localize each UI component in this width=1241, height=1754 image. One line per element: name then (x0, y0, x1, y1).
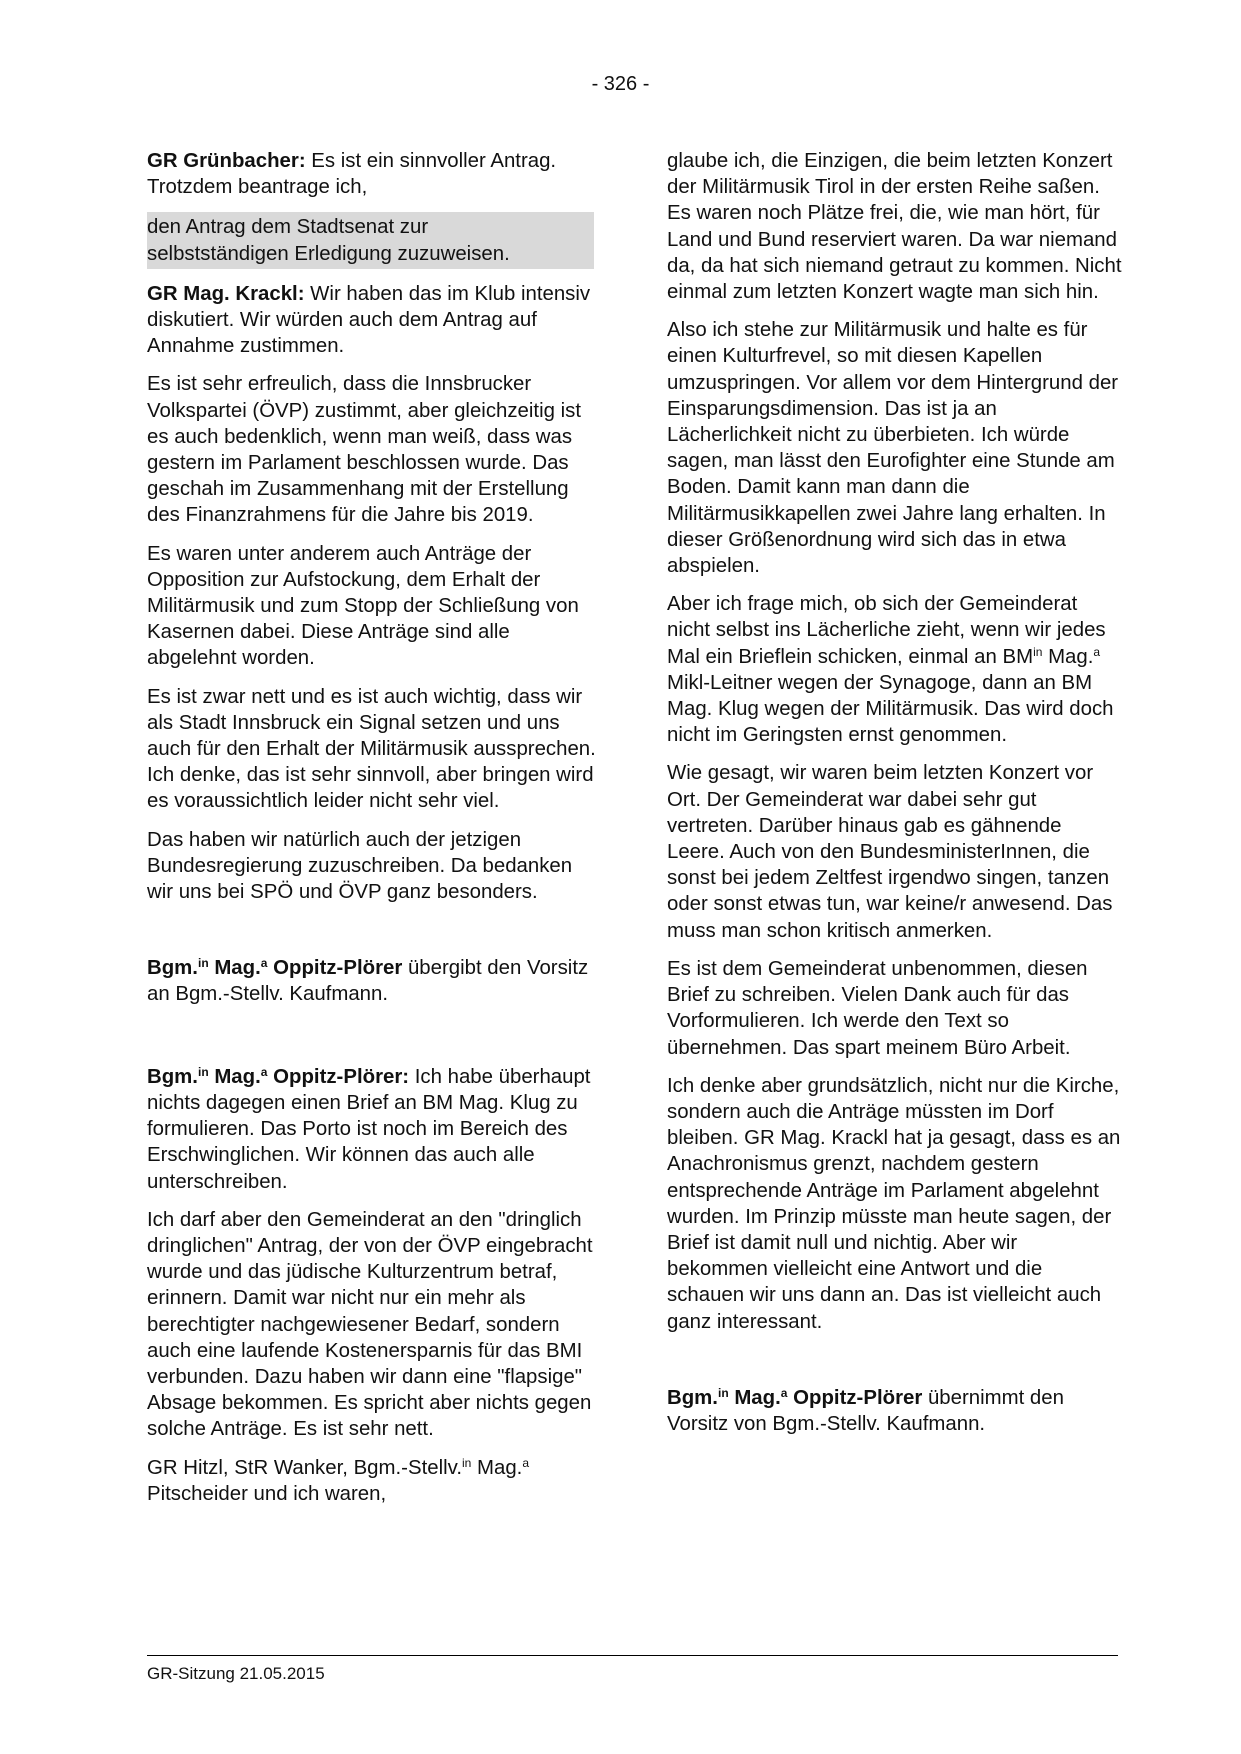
paragraph: GR Hitzl, StR Wanker, Bgm.-Stellv.$^{in}$ Mag.$^a$ Pitscheider und ich waren, (147, 1455, 530, 1505)
paragraph: Aber ich frage mich, ob sich der Gemeinderat nicht selbst ins Lächerliche zieht, wenn wir jedes Mal ein Brieflein schicken, einmal an $BM^{in}$ Mag.$^a$ Mikl-Leitner wegen der Synagoge, dann an BM Mag. Klug wegen der Militärmusik. Das wird doch nicht im Geringsten ernst genommen. (667, 593, 1114, 747)
paragraph: Wie gesagt, wir waren beim letzten Konzert vor Ort. Der Gemeinderat war dabei sehr gut vertreten. Darüber hinaus gab es gähnende Leere. Auch von den BundesministerInnen, die sonst bei jedem Zeltfest irgendwo singen, tanzen oder sonst etwas tun, war keine/r anwesend. Das muss man schon kritisch anmerken. (667, 762, 1113, 942)
paragraph: Es ist zwar nett und es ist auch wichtig, dass wir als Stadt Innsbruck ein Signal setzen und uns auch für den Erhalt der Militärmusik aussprechen. Ich denke, das ist sehr sinnvoll, aber bringen wird es voraussichtlich leider nicht sehr viel. (147, 685, 596, 813)
paragraph: Es waren unter anderem auch Anträge der Opposition zur Aufstockung, dem Erhalt der Militärmusik und zum Stopp der Schließung von Kasernen dabei. Diese Anträge sind alle abgelehnt worden. (147, 542, 579, 670)
speaker-name: Oppitz-Plörer: (267, 1065, 410, 1088)
paragraph: GR Grünbacher: Es ist ein sinnvoller Antrag. Trotzdem beantrage ich, (147, 150, 557, 199)
footer-session-date: GR-Sitzung 21.05.2015 (147, 1664, 325, 1683)
paragraph: Bgm.$^{in}$ Mag.$^a$ Oppitz-Plörer: Ich habe überhaupt nichts dagegen einen Brief an BM Mag. Klug zu formulieren. Das Porto ist noch im Bereich des Erschwinglichen. Wir können das auch alle unterschreiben. (147, 1064, 591, 1193)
paragraph: Es ist dem Gemeinderat unbenommen, diesen Brief zu schreiben. Vielen Dank auch für das Vorformulieren. Ich werde den Text so übernehmen. Das spart meinem Büro Arbeit. (667, 957, 1088, 1059)
paragraph: Es ist sehr erfreulich, dass die Innsbrucker Volkspartei (ÖVP) zustimmt, aber gleichzeitig ist es auch bedenklich, wenn man weiß, dass was gestern im Parlament beschlossen wurde. Das geschah im Zusammenhang mit der Erstellung des Finanzrahmens für die Jahre bis 2019. (147, 373, 582, 527)
motion-highlight: den Antrag dem Stadtsenat zur selbstständigen Erledigung zuzuweisen. (147, 212, 594, 268)
page-number: - 326 - (591, 73, 650, 95)
paragraph: Das haben wir natürlich auch der jetzigen Bundesregierung zuzuschreiben. Da bedanken wir uns bei SPÖ und ÖVP ganz besonders. (147, 828, 573, 904)
left-column (147, 148, 602, 1519)
paragraph: Ich denke aber grundsätzlich, nicht nur die Kirche, sondern auch die Anträge müssten im Dorf bleiben. GR Mag. Krackl hat ja gesagt, dass es an Anachronismus grenzt, nachdem gestern entsprechende Anträge im Parlament abgelehnt wurden. Im Prinzip müsste man heute sagen, der Brief ist damit null und nichtig. Aber wir bekommen vielleicht eine Antwort und die schauen wir uns dann an. Das ist vielleicht auch ganz interessant. (667, 1074, 1121, 1333)
speaker-name: GR Grünbacher: (147, 150, 306, 172)
speaker-name: GR Mag. Krackl: (147, 282, 305, 305)
paragraph: GR Mag. Krackl: Wir haben das im Klub intensiv diskutiert. Wir würden auch dem Antrag auf Annahme zustimmen. (147, 282, 591, 358)
right-column (667, 148, 1122, 1449)
chair-transfer-note: Bgm.$^{in}$ Mag.$^a$ Oppitz-Plörer übergibt den Vorsitz an Bgm.-Stellv. Kaufmann. (147, 956, 589, 1006)
paragraph: Also ich stehe zur Militärmusik und halte es für einen Kulturfrevel, so mit diesen Kapellen umzuspringen. Vor allem vor dem Hintergrund der Einsparungsdimension. Das ist ja an Lächerlichkeit nicht zu überbieten. Ich würde sagen, man lässt den Eurofighter eine Stunde am Boden. Damit kann man dann die Militärmusikkapellen zwei Jahre lang erhalten. In dieser Größenordnung wird sich das in etwa abspielen. (667, 319, 1119, 578)
paragraph: Ich darf aber den Gemeinderat an den "dringlich dringlichen" Antrag, der von der ÖVP eingebracht wurde und das jüdische Kulturzentrum betraf, erinnern. Damit war nicht nur ein mehr als berechtigter nachgewiesener Bedarf, sondern auch eine laufende Kostenersparnis für das BMI verbunden. Dazu haben wir dann eine "flapsige" Absage bekommen. Es spricht aber nichts gegen solche Anträge. Es ist sehr nett. (147, 1208, 593, 1441)
footer-divider (147, 1655, 1118, 1656)
paragraph: glaube ich, die Einzigen, die beim letzten Konzert der Militärmusik Tirol in der ersten Reihe saßen. Es waren noch Plätze frei, die, wie man hört, für Land und Bund reserviert waren. Da war niemand da, da hat sich niemand getraut zu kommen. Nicht einmal zum letzten Konzert wagte man sich hin. (667, 150, 1122, 304)
chair-transfer-note: Bgm.$^{in}$ Mag.$^a$ Oppitz-Plörer übernimmt den Vorsitz von Bgm.-Stellv. Kaufmann. (667, 1385, 1064, 1435)
